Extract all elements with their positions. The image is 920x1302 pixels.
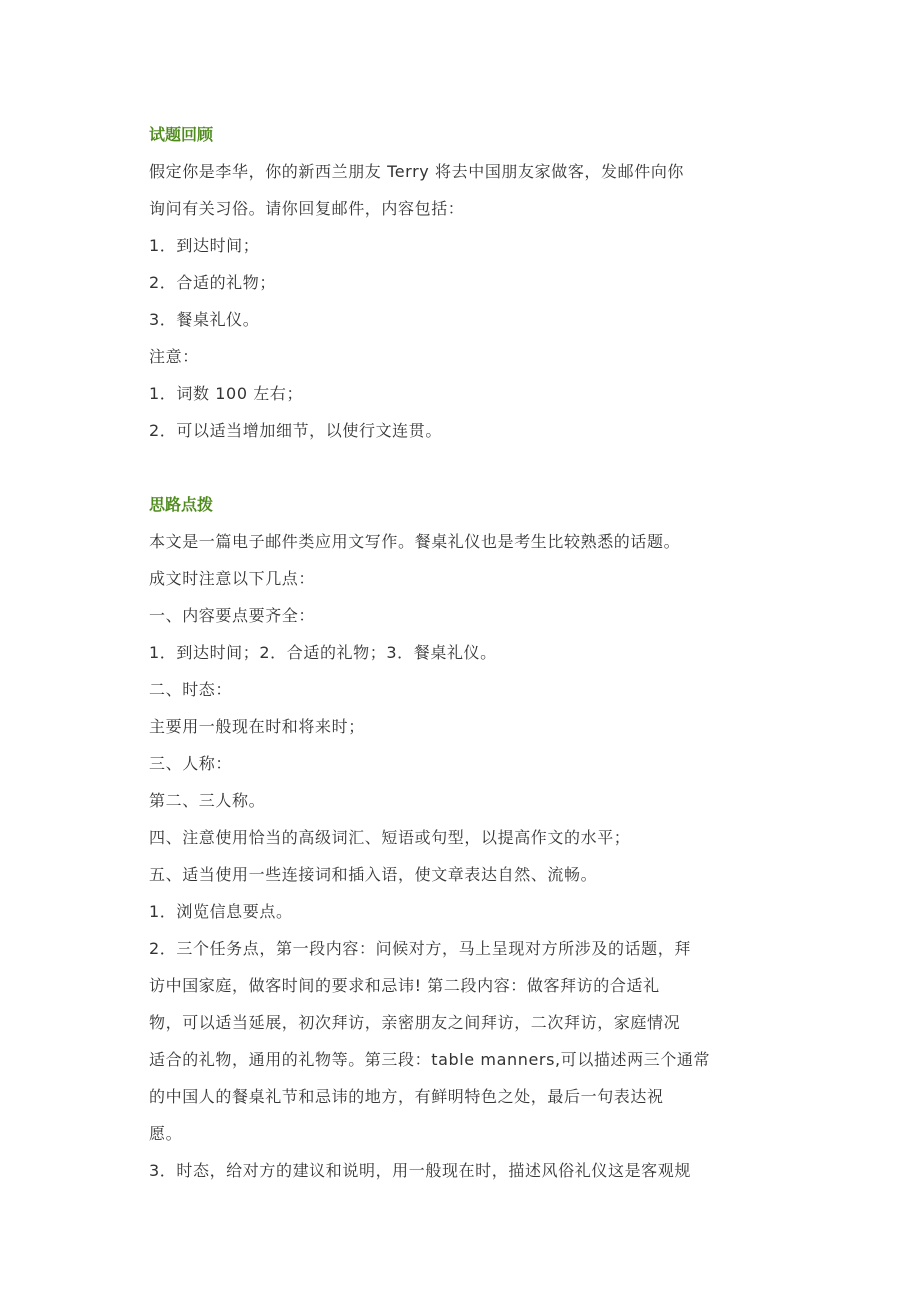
paragraph-line: 的中国人的餐桌礼节和忌讳的地方，有鲜明特色之处，最后一句表达祝: [149, 1087, 664, 1106]
paragraph-line: 四、注意使用恰当的高级词汇、短语或句型，以提高作文的水平；: [149, 828, 631, 847]
paragraph-line: 注意：: [149, 347, 199, 366]
paragraph-line: 五、适当使用一些连接词和插入语，使文章表达自然、流畅。: [149, 865, 598, 884]
paragraph-line: 询问有关习俗。请你回复邮件，内容包括：: [149, 199, 465, 218]
paragraph-line: 成文时注意以下几点：: [149, 569, 316, 588]
list-item: 1．到达时间；2．合适的礼物；3．餐桌礼仪。: [149, 643, 497, 662]
paragraph-line: 主要用一般现在时和将来时；: [149, 717, 365, 736]
paragraph-line: 愿。: [149, 1124, 183, 1143]
paragraph-line: 第二、三人称。: [149, 791, 266, 810]
list-item: 1．词数 100 左右；: [149, 384, 304, 403]
paragraph-line: 三、人称：: [149, 754, 233, 773]
paragraph-line: 本文是一篇电子邮件类应用文写作。餐桌礼仪也是考生比较熟悉的话题。: [149, 532, 681, 551]
document-page: [149, 116, 789, 1189]
section-heading-review: 试题回顾: [149, 125, 214, 144]
section-spacer: [149, 449, 789, 486]
list-item: 3．餐桌礼仪。: [149, 310, 260, 329]
list-item: 2．合适的礼物；: [149, 273, 276, 292]
list-item: 2．可以适当增加细节，以使行文连贯。: [149, 421, 442, 440]
paragraph-line: 物，可以适当延展，初次拜访，亲密朋友之间拜访，二次拜访，家庭情况: [149, 1013, 681, 1032]
paragraph-line: 二、时态：: [149, 680, 233, 699]
list-item: 2．三个任务点，第一段内容：问候对方，马上呈现对方所涉及的话题，拜: [149, 939, 691, 958]
paragraph-line: 假定你是李华，你的新西兰朋友 Terry 将去中国朋友家做客，发邮件向你: [149, 162, 685, 181]
list-item: 1．到达时间；: [149, 236, 260, 255]
paragraph-line: 访中国家庭，做客时间的要求和忌讳! 第二段内容：做客拜访的合适礼: [149, 976, 660, 995]
paragraph-line: 一、内容要点要齐全：: [149, 606, 316, 625]
list-item: 3．时态，给对方的建议和说明，用一般现在时，描述风俗礼仪这是客观规: [149, 1161, 691, 1180]
section-heading-approach: 思路点拨: [149, 495, 214, 514]
list-item: 1．浏览信息要点。: [149, 902, 293, 921]
paragraph-line: 适合的礼物，通用的礼物等。第三段：table manners,可以描述两三个通常: [149, 1050, 711, 1069]
